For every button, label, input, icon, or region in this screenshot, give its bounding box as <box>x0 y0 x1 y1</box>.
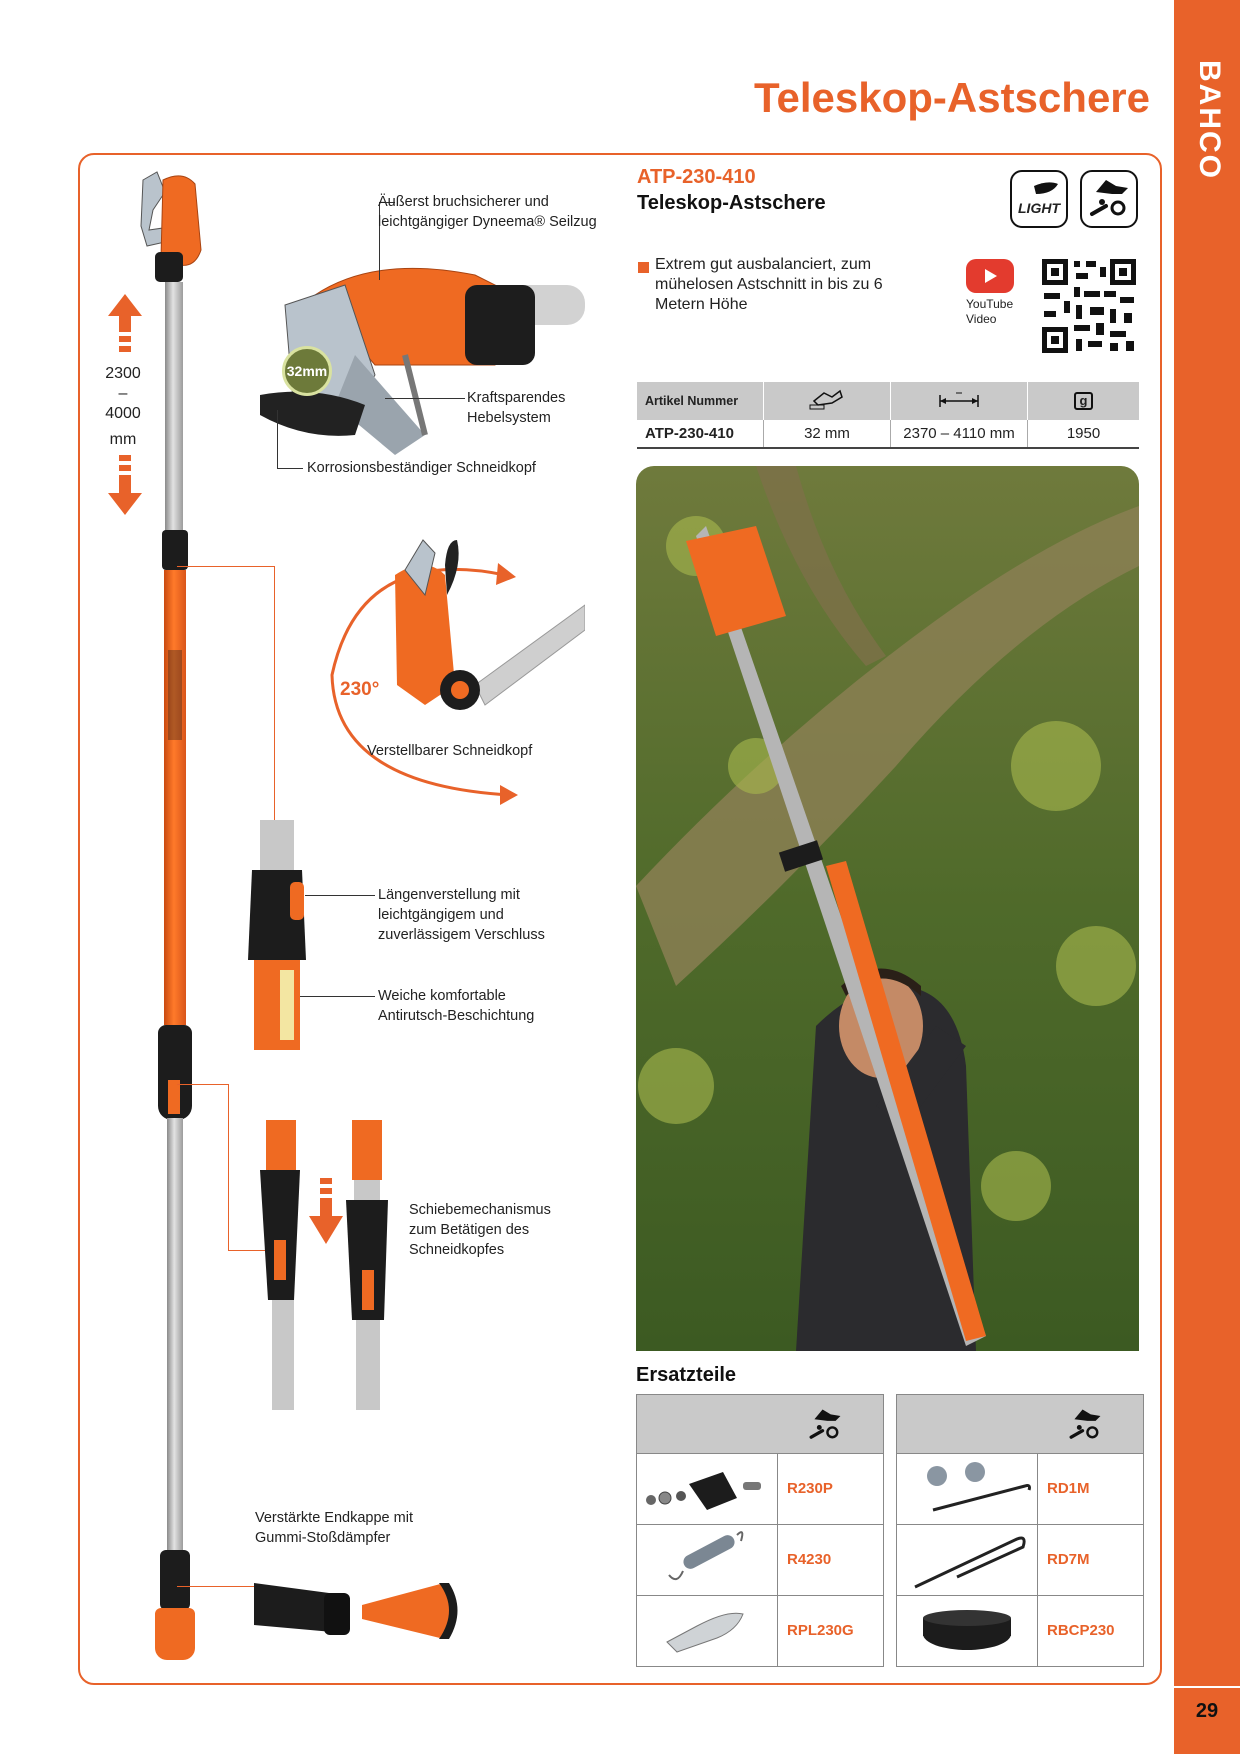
product-bullet: Extrem gut ausbalanciert, zum mühelosen Astschnitt in bis zu 6 Metern Höhe <box>655 256 883 313</box>
pole-slide-tab <box>168 1080 180 1114</box>
spare-part-image <box>637 1525 778 1595</box>
callout-lever: Kraftsparendes Hebelsystem <box>467 390 566 426</box>
adjustable-head-image <box>385 535 585 725</box>
pole-orange-shaft <box>164 570 186 1025</box>
spare-code: RBCP230 <box>1047 1622 1115 1639</box>
spare-code: R4230 <box>787 1551 832 1568</box>
spare-parts-icon <box>1061 1403 1109 1447</box>
length-icon <box>936 387 982 413</box>
spec-header-length <box>891 382 1028 420</box>
light-icon <box>1012 172 1066 226</box>
brand-logo: BAHCO <box>1193 60 1226 180</box>
spare-part-image <box>637 1454 778 1524</box>
spare-row <box>897 1595 1143 1666</box>
leader-length <box>305 895 375 896</box>
leader-lever <box>385 398 465 399</box>
height-unit: mm <box>109 431 137 448</box>
spare-code: R230P <box>787 1480 833 1497</box>
pole-upper-clamp <box>162 530 188 570</box>
leader-slide-v <box>228 1084 229 1250</box>
spec-row <box>637 420 1139 448</box>
spare-parts-title: Ersatzteile <box>636 1364 737 1386</box>
slide-mechanism-image <box>258 1120 408 1410</box>
spare-row <box>897 1524 1143 1595</box>
rotation-angle: 230° <box>340 679 380 700</box>
bullet-marker <box>638 262 649 273</box>
spec-header-article: Artikel Nummer <box>637 382 764 420</box>
cut-capacity-badge: 32mm <box>282 346 332 396</box>
spare-part-image <box>637 1596 778 1666</box>
spec-cut: 32 mm <box>764 420 891 448</box>
spare-part-image <box>897 1454 1038 1524</box>
product-photo <box>636 466 1139 1351</box>
callout-adjustable-head: Verstellbarer Schneidkopf <box>367 743 533 759</box>
spare-code: RD7M <box>1047 1551 1090 1568</box>
callout-head: Korrosionsbeständiger Schneidkopf <box>307 460 536 476</box>
pole-end-cap <box>155 1608 195 1660</box>
leader-clamp-h <box>177 566 274 567</box>
height-arrow-up-icon <box>108 294 142 356</box>
product-code: ATP-230-410 <box>637 166 756 188</box>
page-title: Teleskop-Astschere <box>753 74 1150 121</box>
pole-cutting-head <box>135 170 207 285</box>
product-name: Teleskop-Astschere <box>637 192 826 214</box>
leader-endcap <box>177 1586 255 1587</box>
spare-code: RD1M <box>1047 1480 1090 1497</box>
spare-table-left <box>636 1394 884 1667</box>
light-badge: LIGHT <box>1010 170 1068 228</box>
pole-lower-tube <box>167 1118 183 1558</box>
page-number-divider <box>1174 1686 1240 1688</box>
endcap-image <box>254 1575 464 1645</box>
spec-table <box>637 382 1139 449</box>
spec-weight: 1950 <box>1028 420 1140 448</box>
spec-article: ATP-230-410 <box>637 420 764 448</box>
spare-part-image <box>897 1596 1038 1666</box>
spare-row <box>637 1524 883 1595</box>
spare-row <box>897 1453 1143 1524</box>
height-dash: – <box>118 385 128 402</box>
pole-end-grip <box>160 1550 190 1610</box>
callout-cable: Äußerst bruchsicherer und leichtgängiger Dyneema® Seilzug <box>378 194 597 230</box>
leader-coating <box>300 996 375 997</box>
spare-parts-icon <box>801 1403 849 1447</box>
spare-table-right-header <box>897 1395 1143 1453</box>
callout-slide: Schiebemechanismus zum Betätigen des Schneidkopfes <box>409 1202 551 1258</box>
height-min: 2300 <box>105 365 141 382</box>
spare-row <box>637 1453 883 1524</box>
callout-endcap: Verstärkte Endkappe mit Gummi-Stoßdämpfer <box>255 1510 413 1546</box>
spare-code: RPL230G <box>787 1622 854 1639</box>
pole-upper-tube <box>165 282 183 532</box>
spare-table-left-header <box>637 1395 883 1453</box>
youtube-label-2[interactable]: Video <box>966 312 997 326</box>
page-number: 29 <box>1195 1700 1219 1722</box>
spec-header-weight <box>1028 382 1140 420</box>
spec-header-cut <box>764 382 891 420</box>
slide-arrow-down-icon <box>309 1178 343 1246</box>
weight-icon: g <box>1074 392 1094 410</box>
leader-head-h <box>277 468 303 469</box>
youtube-label-1[interactable]: YouTube <box>966 297 1014 311</box>
spare-parts-badge <box>1080 170 1138 228</box>
length-adjust-image <box>240 820 320 1050</box>
cut-capacity-icon <box>804 387 850 413</box>
spare-row <box>637 1595 883 1666</box>
brand-sidebar <box>1174 0 1240 1754</box>
height-max: 4000 <box>105 405 141 422</box>
callout-coating: Weiche komfortable Antirutsch-Beschichtung <box>378 988 535 1024</box>
youtube-icon[interactable] <box>966 259 1014 293</box>
spec-length: 2370 – 4110 mm <box>891 420 1028 448</box>
spare-part-image <box>897 1525 1038 1595</box>
spare-parts-icon <box>1082 172 1136 226</box>
spare-table-right <box>896 1394 1144 1667</box>
leader-clamp-v <box>274 566 275 824</box>
height-arrow-down-icon <box>108 455 142 517</box>
callout-length-adjust: Längenverstellung mit leichtgängigem und zuverlässigem Verschluss <box>378 887 545 943</box>
qr-code[interactable] <box>1040 257 1138 355</box>
leader-slide-h1 <box>177 1084 228 1085</box>
pole-brand-print <box>168 650 182 740</box>
leader-head-v <box>277 410 278 468</box>
